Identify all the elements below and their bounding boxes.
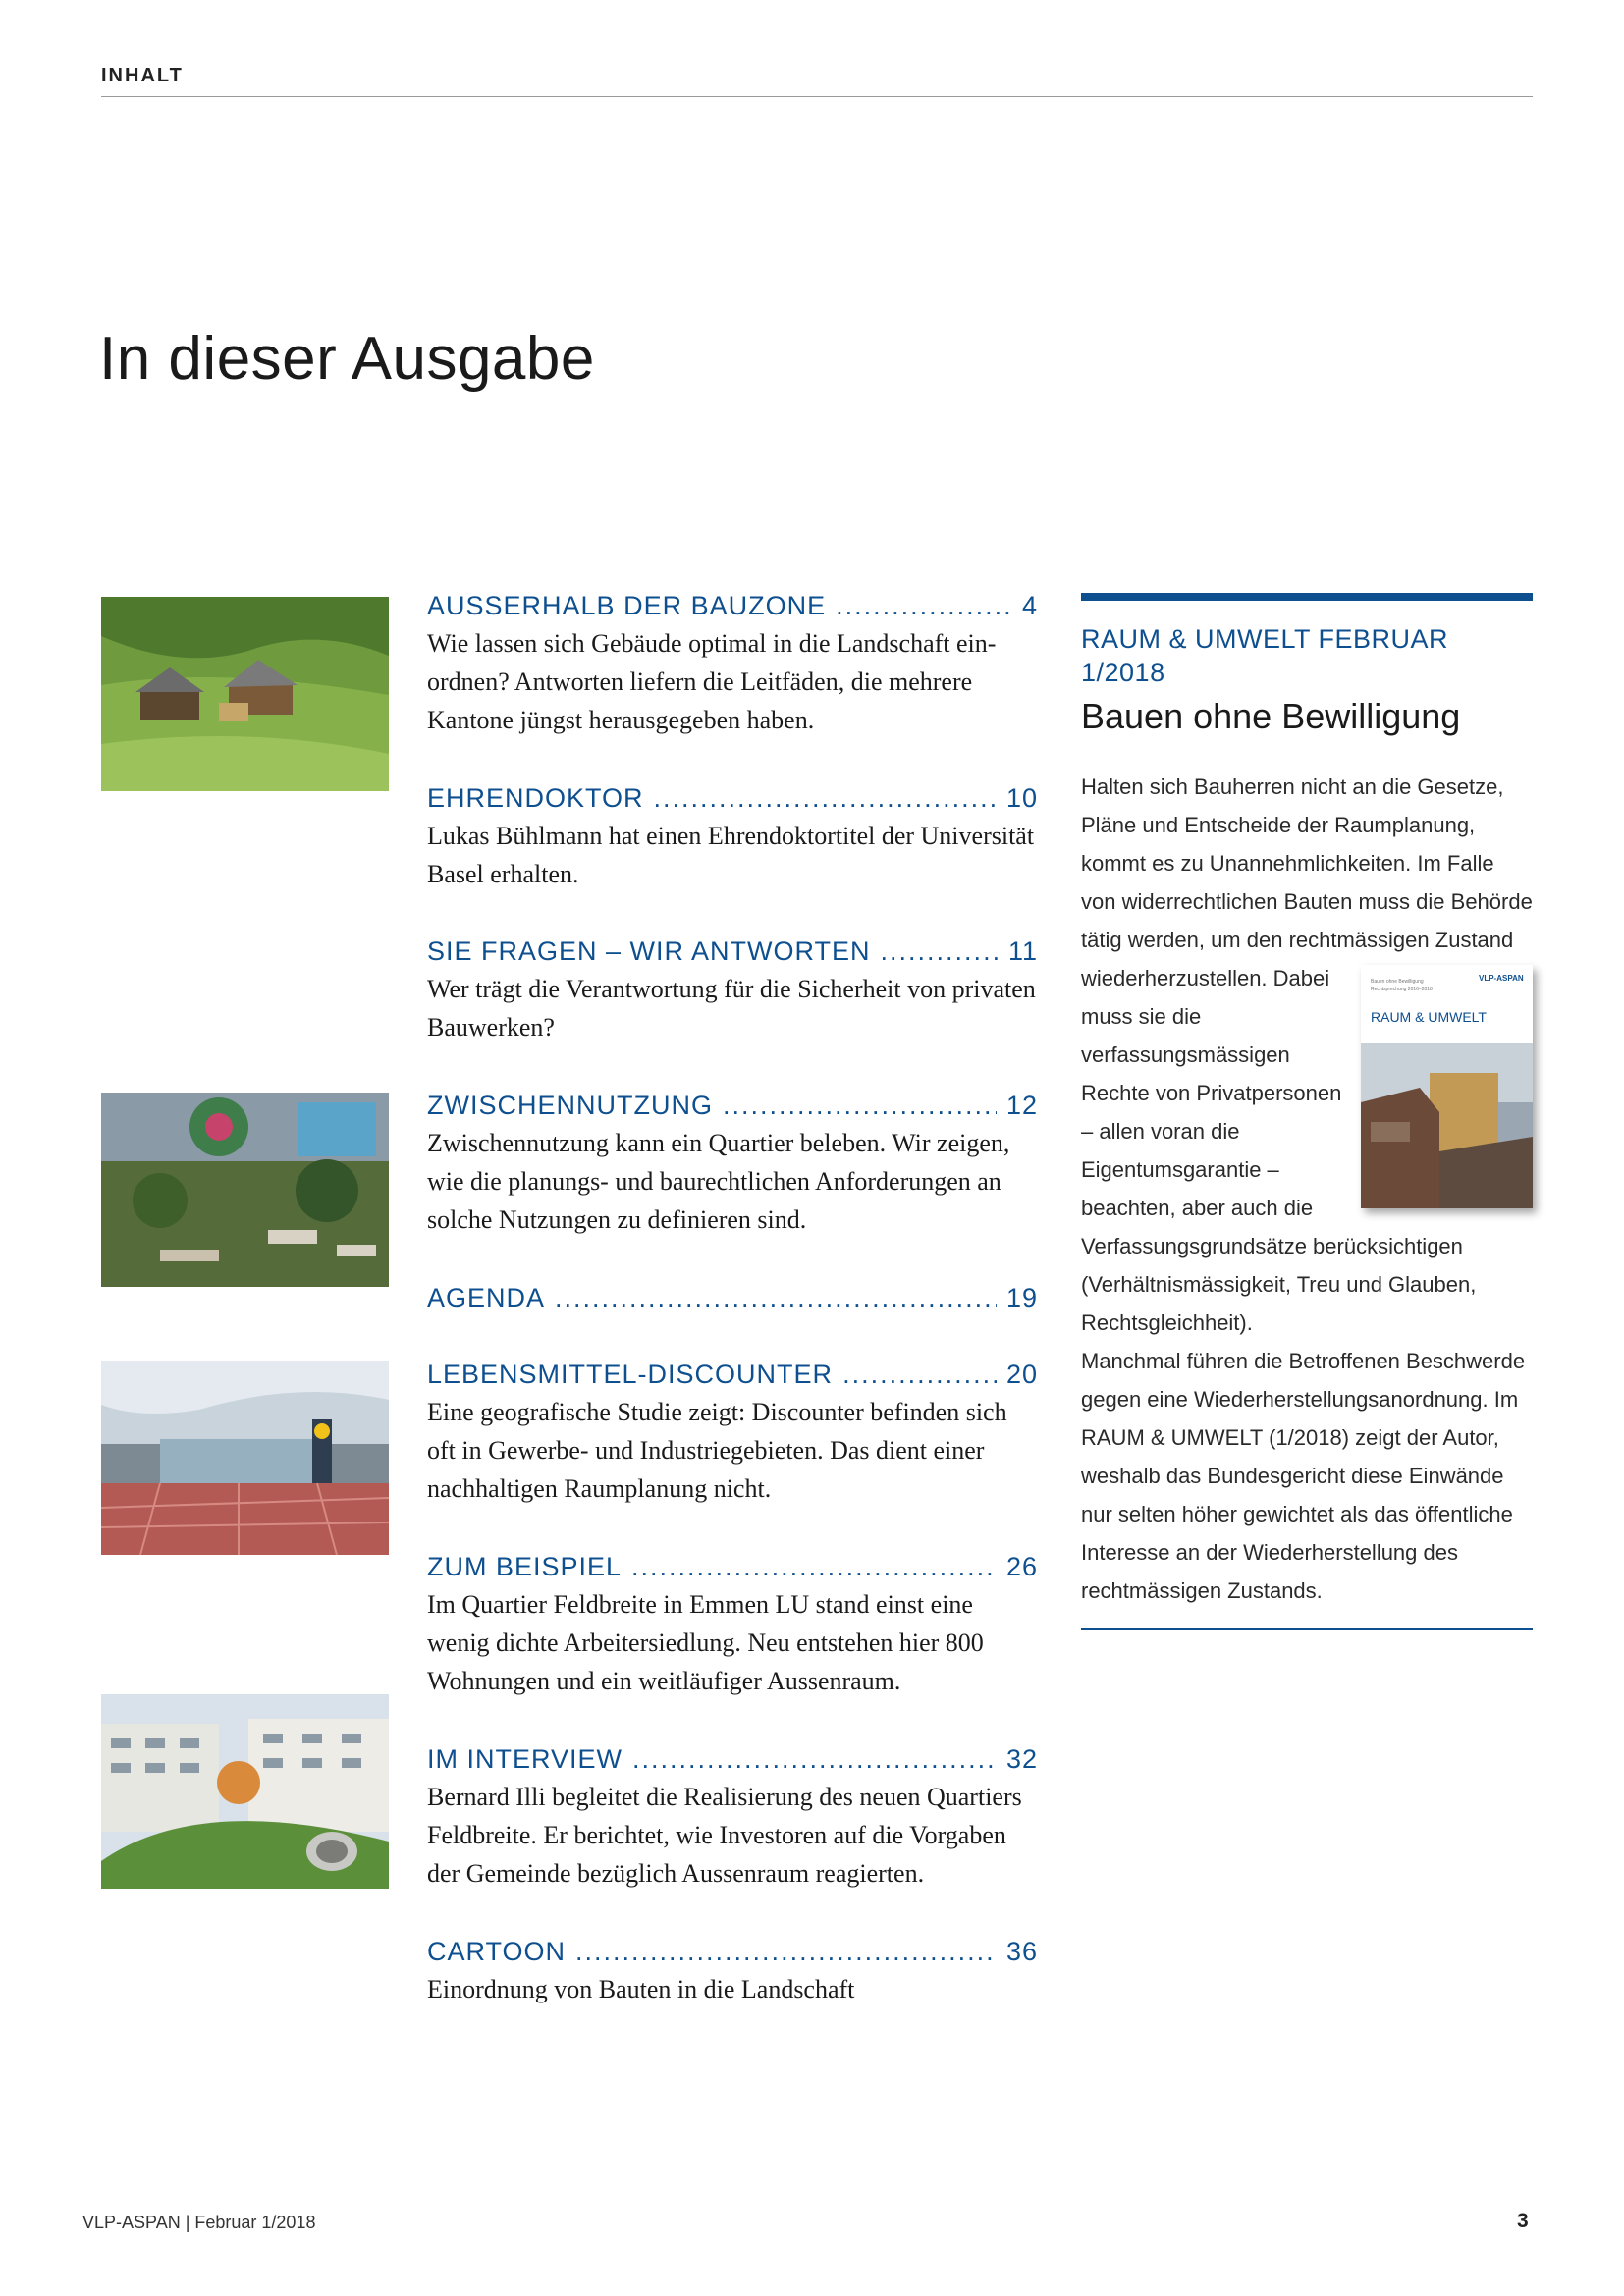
toc-entry-description: Wie lassen sich Gebäude optimal in die Landschaft einordnen? Antworten liefern die Leitfäden, die mehrere Kantone jüngst herausgegeben haben. bbox=[427, 629, 997, 734]
toc-leader-dots bbox=[723, 1089, 997, 1122]
toc-entry-description: Eine geografische Studie zeigt: Discounter befinden sich oft in Gewerbe- und Industriegebieten. Das dient einer nachhaltigen Raumplanung nicht. bbox=[427, 1398, 1007, 1503]
toc-entry-heading[interactable] bbox=[427, 1089, 1038, 1122]
sidebar-kicker: RAUM & UMWELT FEBRUAR 1/2018 bbox=[1081, 624, 1449, 687]
toc-entry-heading[interactable] bbox=[427, 1358, 1038, 1391]
toc-leader-dots bbox=[881, 934, 999, 968]
toc-entry[interactable] bbox=[427, 781, 1038, 893]
cover-publisher: VLP-ASPAN bbox=[1479, 974, 1524, 983]
section-label: INHALT bbox=[101, 65, 184, 86]
toc-entry-page[interactable]: 12 bbox=[1005, 1091, 1038, 1120]
toc-entry[interactable] bbox=[427, 1089, 1038, 1239]
toc-entry-title[interactable]: AUSSERHALB DER BAUZONE bbox=[427, 591, 827, 620]
toc-entry-title[interactable]: EHRENDOKTOR bbox=[427, 783, 644, 813]
toc-entry[interactable] bbox=[427, 1281, 1038, 1314]
toc-entry-description: Wer trägt die Verantwortung für die Sicherheit von privaten Bauwerken? bbox=[427, 975, 1036, 1041]
footer-page-number: 3 bbox=[1517, 2210, 1529, 2232]
toc-entry-heading[interactable] bbox=[427, 1935, 1038, 1968]
toc-entry-title[interactable]: LEBENSMITTEL-DISCOUNTER bbox=[427, 1360, 834, 1389]
toc-entry-title[interactable]: CARTOON bbox=[427, 1937, 567, 1966]
sidebar-body-part2: Zustand wiederherzustellen. Dabei muss sie die verfassungsmässigen Rechte von Privatpersonen – allen voran die Eigentumsgarantie – beachten, aber auch die Verfassungsgrundsätze berücksichtigen (Verhältnismässigkeit, Treu und Glauben, Rechtsgleichheit). bbox=[1081, 928, 1514, 1335]
toc-leader-dots bbox=[555, 1281, 997, 1314]
toc-entry-title[interactable]: IM INTERVIEW bbox=[427, 1744, 623, 1774]
toc-entry-heading[interactable] bbox=[427, 589, 1038, 622]
toc-entry-heading[interactable] bbox=[427, 781, 1038, 815]
toc-leader-dots bbox=[631, 1550, 997, 1583]
cover-small-line-1: Bauen ohne Bewilligung bbox=[1371, 979, 1424, 985]
garden-cafe-photo bbox=[101, 1093, 389, 1287]
cover-masthead: RAUM & UMWELT bbox=[1371, 1009, 1487, 1025]
toc-entry-title[interactable]: AGENDA bbox=[427, 1283, 546, 1312]
toc-entry-page[interactable]: 26 bbox=[1005, 1552, 1038, 1581]
toc-entry-heading[interactable] bbox=[427, 1742, 1038, 1776]
toc-entry-page[interactable]: 20 bbox=[1005, 1360, 1038, 1389]
sidebar-body bbox=[1081, 768, 1533, 1610]
toc-entry-title[interactable]: ZWISCHENNUTZUNG bbox=[427, 1091, 713, 1120]
toc-entry-heading[interactable] bbox=[427, 1281, 1038, 1314]
footer-publication: VLP-ASPAN | Februar 1/2018 bbox=[82, 2213, 316, 2232]
cover-small-line-2: Rechtsprechung 2016–2018 bbox=[1371, 987, 1433, 992]
alpine-huts-photo bbox=[101, 597, 389, 791]
toc-entry-title[interactable]: SIE FRAGEN – WIR ANTWORTEN bbox=[427, 936, 871, 966]
header-rule bbox=[101, 96, 1533, 97]
toc-entry-description: Zwischennutzung kann ein Quartier beleben. Wir zeigen, wie die planungs- und baurechtlichen Anforderungen an solche Nutzungen zu definieren sind. bbox=[427, 1129, 1010, 1234]
sidebar-body-part3: Manchmal führen die Betroffenen Beschwerde gegen eine Wiederherstellungsanordnung. Im RAUM & UMWELT (1/2018) zeigt der Autor, weshalb das Bundesgericht diese Einwände nur selten höher gewichtet als das öffentliche Interesse an der Wiederherstellung des rechtmässigen Zustands. bbox=[1081, 1349, 1526, 1603]
toc-entry-description: Einordnung von Bauten in die Landschaft bbox=[427, 1975, 855, 2003]
toc-entry-page[interactable]: 19 bbox=[1005, 1283, 1038, 1312]
toc-entry[interactable] bbox=[427, 1358, 1038, 1508]
toc-leader-dots bbox=[654, 781, 997, 815]
toc-entry[interactable] bbox=[427, 1935, 1038, 2008]
toc-entry-heading[interactable] bbox=[427, 934, 1038, 968]
sidebar-heading: Bauen ohne Bewilligung bbox=[1081, 696, 1461, 736]
toc-entry[interactable] bbox=[427, 1742, 1038, 1893]
toc-entry-heading[interactable] bbox=[427, 1550, 1038, 1583]
discounter-store-photo bbox=[101, 1361, 389, 1555]
toc-entry-description: Lukas Bühlmann hat einen Ehrendoktortitel der Universität Basel erhalten. bbox=[427, 822, 1035, 888]
toc-leader-dots bbox=[632, 1742, 997, 1776]
sidebar-bottom-rule bbox=[1081, 1628, 1533, 1630]
sidebar-body-part1: Halten sich Bauherren nicht an die Gesetze, Pläne und Entscheide der Raumplanung, kommt es zu Unannehmlichkeiten. Im Falle von widerrechtlichen Bauten muss die Behörde tätig werden, um den rechtmässigen bbox=[1081, 774, 1533, 952]
toc-entry-description: Im Quartier Feldbreite in Emmen LU stand einst eine wenig dichte Arbeitersiedlung. Neu entstehen hier 800 Wohnungen und ein weitläufiger Aussenraum. bbox=[427, 1590, 984, 1695]
toc-leader-dots bbox=[842, 1358, 997, 1391]
toc-entry-title[interactable]: ZUM BEISPIEL bbox=[427, 1552, 623, 1581]
toc-leader-dots bbox=[575, 1935, 997, 1968]
toc-entry-page[interactable]: 4 bbox=[1021, 591, 1038, 620]
toc-entry-page[interactable]: 11 bbox=[1007, 936, 1038, 966]
sidebar-teaser bbox=[1081, 593, 1533, 1630]
toc-entry-description: Bernard Illi begleitet die Realisierung des neuen Quartiers Feldbreite. Er berichtet, wie Investoren auf die Vorgaben der Gemeinde bezüglich Aussenraum reagierten. bbox=[427, 1783, 1022, 1888]
page-title: In dieser Ausgabe bbox=[99, 325, 595, 393]
housing-courtyard-photo bbox=[101, 1694, 389, 1889]
toc-entry[interactable] bbox=[427, 934, 1038, 1046]
toc-entry-page[interactable]: 32 bbox=[1005, 1744, 1038, 1774]
toc-entry-page[interactable]: 10 bbox=[1005, 783, 1038, 813]
toc-leader-dots bbox=[836, 589, 1012, 622]
magazine-cover[interactable] bbox=[1361, 965, 1533, 1208]
toc-entry[interactable] bbox=[427, 589, 1038, 739]
sidebar-top-rule bbox=[1081, 593, 1533, 601]
toc-entry-page[interactable]: 36 bbox=[1005, 1937, 1038, 1966]
toc-entry[interactable] bbox=[427, 1550, 1038, 1700]
